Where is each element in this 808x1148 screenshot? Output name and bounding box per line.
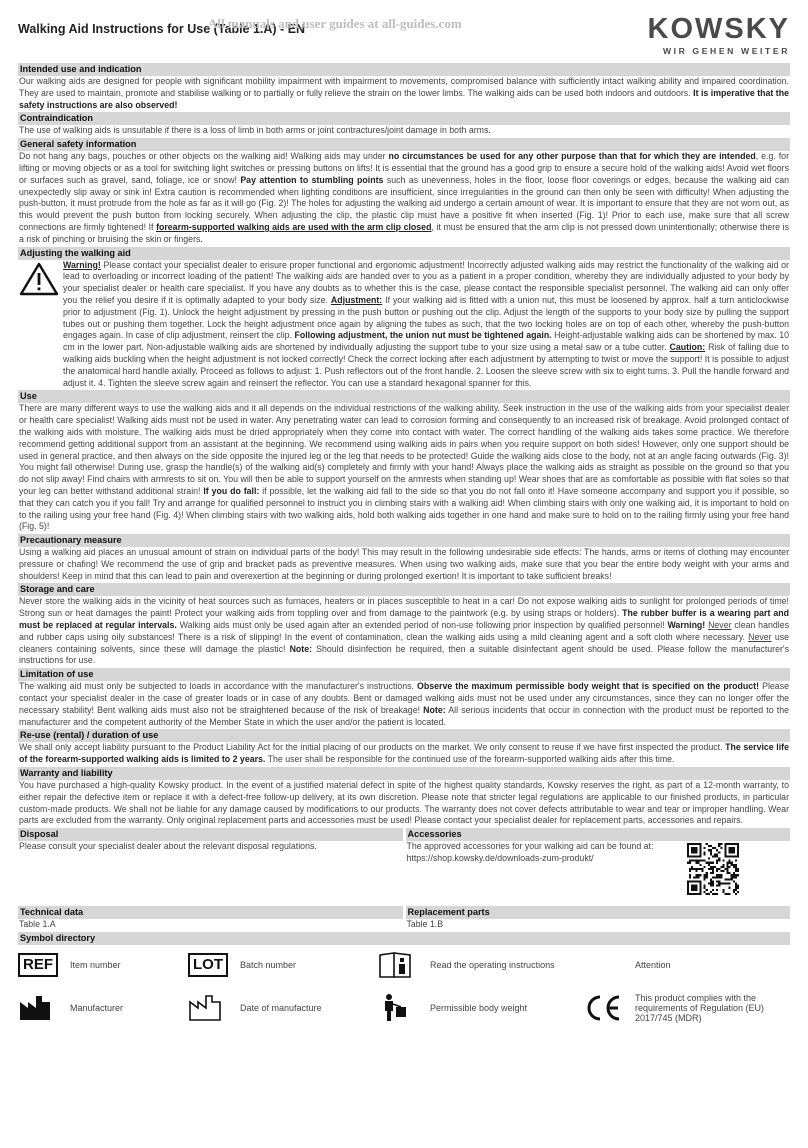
text-run: We shall only accept liability pursuant to the Product Liability Act for the initial placing of our products on the market. We only consent to reuse if we have first inspected the product. (19, 742, 726, 753)
brand-tagline: WIR GEHEN WEITER (662, 46, 790, 56)
symbol-grid (18, 951, 790, 1023)
technical-column (18, 905, 403, 931)
bold-run: Note: (423, 704, 446, 715)
disposal-column (18, 827, 403, 895)
date-of-manufacture-icon (188, 994, 232, 1022)
section-heading-storage: Storage and care (18, 583, 790, 596)
ref-icon (18, 951, 62, 979)
accessories-intro: The approved accessories for your walking aid can be found at: (406, 841, 654, 852)
section-heading-intended-use: Intended use and indication (18, 63, 790, 76)
symbol-body-weight (378, 993, 583, 1023)
symbol-label: Manufacturer (70, 1003, 124, 1014)
bold-run: Warning! (63, 259, 101, 270)
ref-box-label: REF (18, 953, 58, 977)
text-run: Do not hang any bags, pouches or other objects on the walking aid! Walking aids may under (19, 151, 389, 162)
text-run: , e.g. for lifting or moving objects or as a tool for switching light switches or pressing buttons on lifts! It is essential that the ground has a good grip to ensure a secure hold of the walking aids! Avoid wet floors or surfaces such as gravel, sand, foliage, ice or snow! (19, 151, 790, 185)
bold-run: The rubber buffer is a wearing part and must be replaced at regular intervals. (19, 608, 789, 631)
section-body-reuse (18, 742, 790, 766)
symbol-manufacturer (18, 993, 188, 1023)
section-body-limitation (18, 681, 790, 728)
underline-run: Never (748, 631, 772, 642)
bold-run: Observe the maximum permissible body weight that is specified on the product! (417, 681, 760, 692)
text-run: Our walking aids are designed for people with significant mobility impairment with impairment to movements, compromised balance with sufficiently intact walking ability and impaired coordination. They are used to maintain, promote and stabilise walking or to partially or fully relieve the strain on the lower limbs. The walking aids can be used both indoors and outdoors. (19, 76, 789, 98)
bold-run: If you do fall: (203, 485, 260, 496)
underline-run: Never (708, 620, 732, 631)
section-body-accessories (406, 841, 791, 895)
text-run: Never store the walking aids in the vicinity of heat sources such as furnaces, heaters or in places susceptible to heat in a car! Do not expose walking aids to sunlight for prolonged periods of time! Strong sun or heat damages the paint! Protect your walking aids from toppling over and from damage to the paintwork (e.g. by using straps or holders). (19, 596, 789, 619)
body-weight-icon (378, 994, 422, 1022)
section-body-safety (18, 151, 790, 245)
page-header (18, 0, 790, 62)
section-body-disposal: Please consult your specialist dealer about the relevant disposal regulations. (19, 841, 317, 852)
qr-code-icon[interactable] (687, 843, 739, 895)
brand-name: KOWSKY (647, 13, 790, 45)
section-heading-disposal: Disposal (18, 828, 403, 841)
bold-run: forearm-supported walking aids are used with the arm clip closed (156, 221, 432, 232)
text-run: If your walking aid is fitted with a union nut, this must be loosened by approx. half a turn anticlockwise prior to adjustment (Fig. 1). Unlock the height adjustment by pressing in the push button or pushing out the clip. Adjust the length of the supports to your body size by pulling the support tubes out or pushing them together. Lock the height adjustment once again by aligning the tubes as such, that the two locking holes are on top of each other, whereby the push-button engages again. In case of clip adjustment, reinsert the clip. (63, 294, 789, 341)
section-heading-warranty: Warranty and liability (18, 767, 790, 780)
section-heading-safety: General safety information (18, 138, 790, 151)
symbol-label: Permissible body weight (430, 1003, 528, 1014)
section-heading-precaution: Precautionary measure (18, 534, 790, 547)
text-run: Risk of falling due to walking aids buckling when the height adjustment is not locked correctly! Check the correct locking after each adjustment by attempting to twist or move the support! It is possible to adjust the anatomical hard handle axially. Proceed as follows to adjust: 1. Push reflectors out of the front handle. 2. Loosen the sleeve screw with six to eight turns. 3. Pull the handle forward and adjust it. 4. Tighten the sleeve screw again and reinsert the reflector. You can use a standard hexagonal spanner for this. (63, 342, 789, 388)
section-heading-adjusting: Adjusting the walking aid (18, 247, 790, 260)
section-body-adjusting (18, 260, 790, 390)
bold-run: Note: (289, 643, 313, 654)
symbol-label: Date of manufacture (240, 1003, 322, 1014)
symbol-label: Batch number (240, 960, 297, 971)
section-heading-limitation: Limitation of use (18, 668, 790, 681)
section-heading-accessories: Accessories (406, 828, 791, 841)
bold-run: Following adjustment, the union nut must be tightened again. (294, 330, 552, 341)
bold-run: Warning! (667, 620, 706, 631)
section-body-use (18, 403, 790, 533)
symbol-label: This product complies with the requirements of Regulation (EU) 2017/745 (MDR) (635, 993, 765, 1024)
section-body-contraindication: The use of walking aids is unsuitable if there is a loss of limb in both arms or joint contractures/joint damage in both arms. (19, 125, 491, 136)
section-body-precaution: Using a walking aid places an unusual amount of strain on individual parts of the body! This may result in the following undesirable side effects: The hands, arms or items of clothing may encounter pressure or chafing! We recommend the use of grip and bracket pads as preventive measures. When using two walking aids, make sure that you bear the entire body weight with your arms and shoulders! Keep in mind that this can lead to pain and overexertion at the beginning or during prolonged exertion! It is important to take sufficient breaks! (19, 547, 789, 581)
text-run: Walking aids must only be used again after an extended period of non-use following prior inspection by qualified personnel! (176, 620, 668, 631)
text-run: Please contact your specialist dealer to ensure proper functional and ergonomic adjustment! Incorrectly adjusted walking aids may restrict the functionality of the walking aid or lead to overloading or incorrect loading of the patient! The walking aids are handed over to you as a patient in a proper condition, whereby they are individually adjusted to your body by your specialist dealer or health care specialist. If you have any doubts as to whether this is the case, please contact the responsible specialist personnel. The walking aid can only offer you the relief you desire if it is optimally adapted to your body size. (63, 259, 789, 305)
accessories-link[interactable]: https://shop.kowsky.de/downloads-zum-produkt/ (406, 853, 594, 864)
text-run: Should disinfection be required, then a suitable disinfectant agent should be used. Please follow the manufacturer's instructions for use. (19, 643, 789, 666)
bold-run: The service life of the forearm-supported walking aids is limited to 2 years. (19, 742, 789, 765)
text-run: if possible, let the walking aid fall to the side so that you do not fall onto it! Have someone accompany and support you if possible, so that they can catch you if you fall! Try and arrange for qualified personnel to instruct you in climbing stairs with a walking aid! When climbing stairs with only one walking aid, it is important to hold on to the railing using your free hand (Fig. 4)! When climbing stairs with two walking aids, hold both walking aids together in one hand and make sure to hold on to the railing firmly using your free hand (Fig. 5)! (19, 485, 790, 532)
text-run: Height-adjustable walking aids can be shortened by max. 10 cm in the lower part. Non-adjustable walking aids are shortened by individually adjusting the support tube to your size using a metal saw or a tube cutter. (63, 330, 790, 353)
bold-run: no circumstances be used for any other purpose than that for which they are intended (388, 151, 756, 162)
symbol-ce-mark (583, 993, 790, 1023)
text-run: such as unevenness, holes in the floor, loose floor coverings or edges, because the walking aid can unexpectedly slip away or sink in! Extra caution is recommended when lighting conditions are insufficient, since irregularities in the ground can then only be seen with difficulty! When adjusting the push-button, it must protrude from the hole as far as it will go (Fig. 2)! The holes for adjusting the walking aid undergo a certain amount of wear. It is important to ensure that they are not worn out, as this would prevent the push button from locking securely. When adjusting the clip, the plastic clip must have a positive fit when inserted (Fig. 1)! Prior to each use, make sure that all screw connections are firmly tightened! If (19, 174, 790, 232)
attention-icon (583, 951, 627, 979)
text-run: The user shall be responsible for the continued use of the forearm-supported walking aids after this time. (265, 754, 675, 765)
symbol-item-number (18, 951, 188, 979)
instructions-icon (378, 951, 422, 979)
text-run: , it must be ensured that the arm clip is not pressed down unintentionally; otherwise there is a risk of pinching or bruising the skin or fingers. (19, 221, 789, 244)
symbol-label: Read the operating instructions (430, 960, 555, 971)
lot-box-label: LOT (188, 953, 228, 977)
manual-page (18, 0, 790, 1023)
ce-mark-icon (583, 994, 627, 1022)
watermark-text: All manuals and user guides at all-guides.com (208, 16, 462, 31)
section-body-intended-use (18, 76, 790, 111)
section-body-warranty: You have purchased a high-quality Kowsky product. In the event of a justified material defect in spite of the highest quality standards, Kowsky reserves the right, as part of a 12-month warranty, to either repair the defective item or replace it with a defect-free follow-up delivery, at its own discretion. Please note that stricter legal regulations are applicable to our finished products, in particular custom-made products. We shall not be liable for any damage caused by modifications to our products. The warranty does not cover defects attributable to wear and tear or improper handling. Wear parts are excluded from the warranty. Only original replacement parts and accessories must be used! Please contact your specialist dealer for replacement parts, accessories and repairs. (19, 780, 789, 826)
manufacturer-icon (18, 994, 62, 1022)
text-run: clean handles and rubber caps using oily substances! There is a risk of slipping! In the event of contamination, clean the walking aids using a mild cleaning agent and a soft cloth where necessary. (19, 620, 789, 642)
section-heading-contraindication: Contraindication (18, 112, 790, 125)
text-run: All serious incidents that occur in connection with the product must be reported to the manufacturer and the competent authority of the Member State in which the user and/or the patient is located. (19, 704, 789, 727)
bold-run: It is imperative that the safety instructions are also observed! (19, 87, 789, 110)
section-body-replacement: Table 1.B (406, 919, 444, 930)
bold-run: Caution: (669, 342, 706, 353)
technical-replacement-row (18, 905, 790, 931)
disposal-accessories-row (18, 827, 790, 895)
text-run: use cleaners containing solvents, since these will damage the plastic! (19, 631, 789, 654)
section-heading-use: Use (18, 390, 790, 403)
symbol-label: Attention (635, 960, 671, 971)
symbol-date-of-manufacture (188, 993, 378, 1023)
lot-icon (188, 951, 232, 979)
text-run: Please contact your specialist dealer in the case of greater loads or in case of any doubts. Bent or damaged walking aids must not be used under any circumstances, since they can no longer offer the necessary stability! Bent walking aids must also not be straightened because of the risk of breakage! (19, 681, 789, 715)
bold-run: Pay attention to stumbling points (240, 174, 384, 185)
bold-run: Adjustment: (330, 294, 383, 305)
brand-logo (648, 14, 791, 56)
symbol-label: Item number (70, 960, 121, 971)
spacer (18, 895, 790, 905)
section-heading-reuse: Re-use (rental) / duration of use (18, 729, 790, 742)
symbol-attention (583, 951, 790, 979)
section-heading-replacement: Replacement parts (406, 906, 791, 919)
replacement-column (406, 905, 791, 931)
text-run: The walking aid must only be subjected to loads in accordance with the manufacturer's instructions. (19, 681, 418, 692)
section-body-storage (18, 596, 790, 667)
symbol-instructions (378, 951, 583, 979)
accessories-column (406, 827, 791, 895)
symbol-batch-number (188, 951, 378, 979)
accessories-text (407, 841, 688, 895)
page-title: Walking Aid Instructions for Use (Table 1.A) - EN (18, 22, 306, 36)
section-heading-technical: Technical data (18, 906, 403, 919)
warning-triangle-icon (19, 260, 63, 390)
text-run: There are many different ways to use the walking aids and it all depends on the individual restrictions of the walking ability. Seek instruction in the use of the walking aids from your specialist dealer or health care specialist! Walking aids must not be used in water. Any penetrating water can lead to corrosion forming and consequently to an increased risk of breakage. Avoid prolonged contact of the walking aids with moisture. The walking aids must be dried appropriately when they come into contact with water. The correct handling of the walking aids takes some practice. We therefore recommend getting additional support from an assistant at the beginning. We recommend using walking aids in pairs when you require support on both sides! However, only one support should be used in general practice, and then always on the side opposite the injured leg or the leg that needs to be protected! Guide the walking aids close to the body, not at an angle facing outwards (Fig. 3)! You might fall otherwise! During use, grasp the handle(s) of the walking aid(s) completely and firmly with your hand! Always place the walking aids as straight as possible on the ground so that you do not slip away! Find chairs with armrests to sit on. You will then be able to support yourself on the armrests when standing up! Wear shoes that are as comfortable as possible with flat soles so that your leg can better withstand additional strain! (19, 403, 789, 496)
section-heading-symbols: Symbol directory (18, 932, 790, 945)
section-body-technical: Table 1.A (19, 919, 56, 930)
